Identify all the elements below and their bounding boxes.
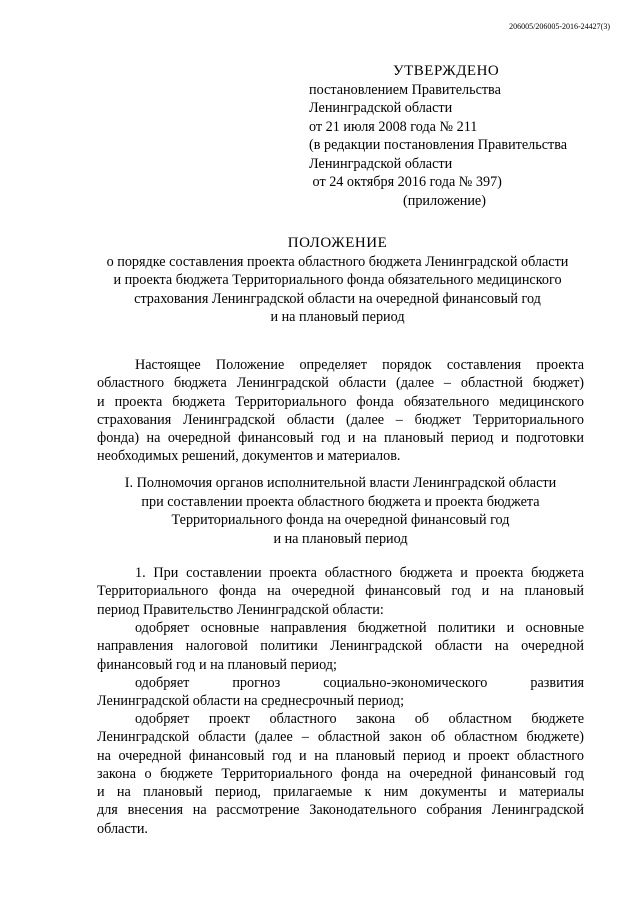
text-line: необходимых решений, документов и материалов. <box>97 448 401 465</box>
approval-line: постановлением Правительства <box>309 81 501 98</box>
approval-line: Ленинградской области <box>309 155 453 172</box>
text-line: Территориального фонда на очередной финансовый год и на плановый <box>97 583 584 600</box>
text-line: на очередной финансовый год и на плановый период и проект областного <box>97 747 584 764</box>
approval-heading: УТВЕРЖДЕНО <box>393 63 500 79</box>
text-line: направления налоговой политики Ленинградской области на очередной <box>97 638 584 655</box>
text-line: 1. При составлении проекта областного бюджета и проекта бюджета <box>135 565 584 581</box>
subitem-paragraph <box>97 674 584 711</box>
text-line: областного бюджета Ленинградской области (далее – областной бюджет) <box>97 375 584 392</box>
text-line: период Правительство Ленинградской области: <box>97 601 384 618</box>
section-heading-line: Территориального фонда на очередной финансовый год <box>171 512 510 528</box>
title-line: о порядке составления проекта областного бюджета Ленинградской области <box>106 253 569 270</box>
section-heading-line: и на плановый период <box>273 530 408 547</box>
text-line: Ленинградской области (далее – областной закон об областном бюджете) <box>97 729 584 746</box>
text-line: финансовый год и на плановый период; <box>97 656 337 673</box>
section-heading-line: при составлении проекта областного бюджета и проекта бюджета <box>141 493 540 510</box>
text-line: Ленинградской области на среднесрочный период; <box>97 693 405 710</box>
text-line: области. <box>97 820 148 837</box>
text-line: и проекта бюджета Территориального фонда обязательного медицинского <box>97 393 584 410</box>
approval-line: от 21 июля 2008 года № 211 <box>309 118 478 135</box>
text-line: одобряет прогноз социально-экономического развития <box>135 675 584 691</box>
section-heading-line: I. Полномочия органов исполнительной власти Ленинградской области <box>124 475 557 491</box>
approval-line: (приложение) <box>403 192 486 209</box>
text-line: и на плановый период, прилагаемые к ним документы и материалы <box>97 784 584 801</box>
title-line: и на плановый период <box>270 309 405 325</box>
approval-line: (в редакции постановления Правительства <box>309 137 568 153</box>
text-line: закона о бюджете Территориального фонда на очередной финансовый год <box>97 765 584 782</box>
text-line: фонда) на очередной финансовый год и на плановый период и подготовки <box>97 430 584 447</box>
item-1-paragraph <box>97 564 584 619</box>
approval-line: от 24 октября 2016 года № 397) <box>309 174 502 190</box>
document-title <box>90 234 585 327</box>
text-line: одобряет основные направления бюджетной политики и основные <box>135 620 584 636</box>
title-line: и проекта бюджета Территориального фонда обязательного медицинского <box>113 272 562 288</box>
title-line: страхования Ленинградской области на очередной финансовый год <box>134 290 541 307</box>
document-id: 206005/206005-2016-24427(3) <box>509 22 610 31</box>
intro-paragraph <box>97 356 584 466</box>
title-main: ПОЛОЖЕНИЕ <box>287 235 388 251</box>
section-heading <box>97 474 584 548</box>
text-line: для внесения на рассмотрение Законодательного собрания Ленинградской <box>97 802 584 819</box>
subitem-paragraph <box>97 710 584 838</box>
text-line: Настоящее Положение определяет порядок составления проекта <box>135 357 584 373</box>
approval-line: Ленинградской области <box>309 100 453 116</box>
text-line: одобряет проект областного закона об областном бюджете <box>135 711 584 727</box>
subitem-paragraph <box>97 619 584 674</box>
approval-stamp <box>309 62 599 210</box>
text-line: страхования Ленинградской области (далее – бюджет Территориального <box>97 411 584 428</box>
